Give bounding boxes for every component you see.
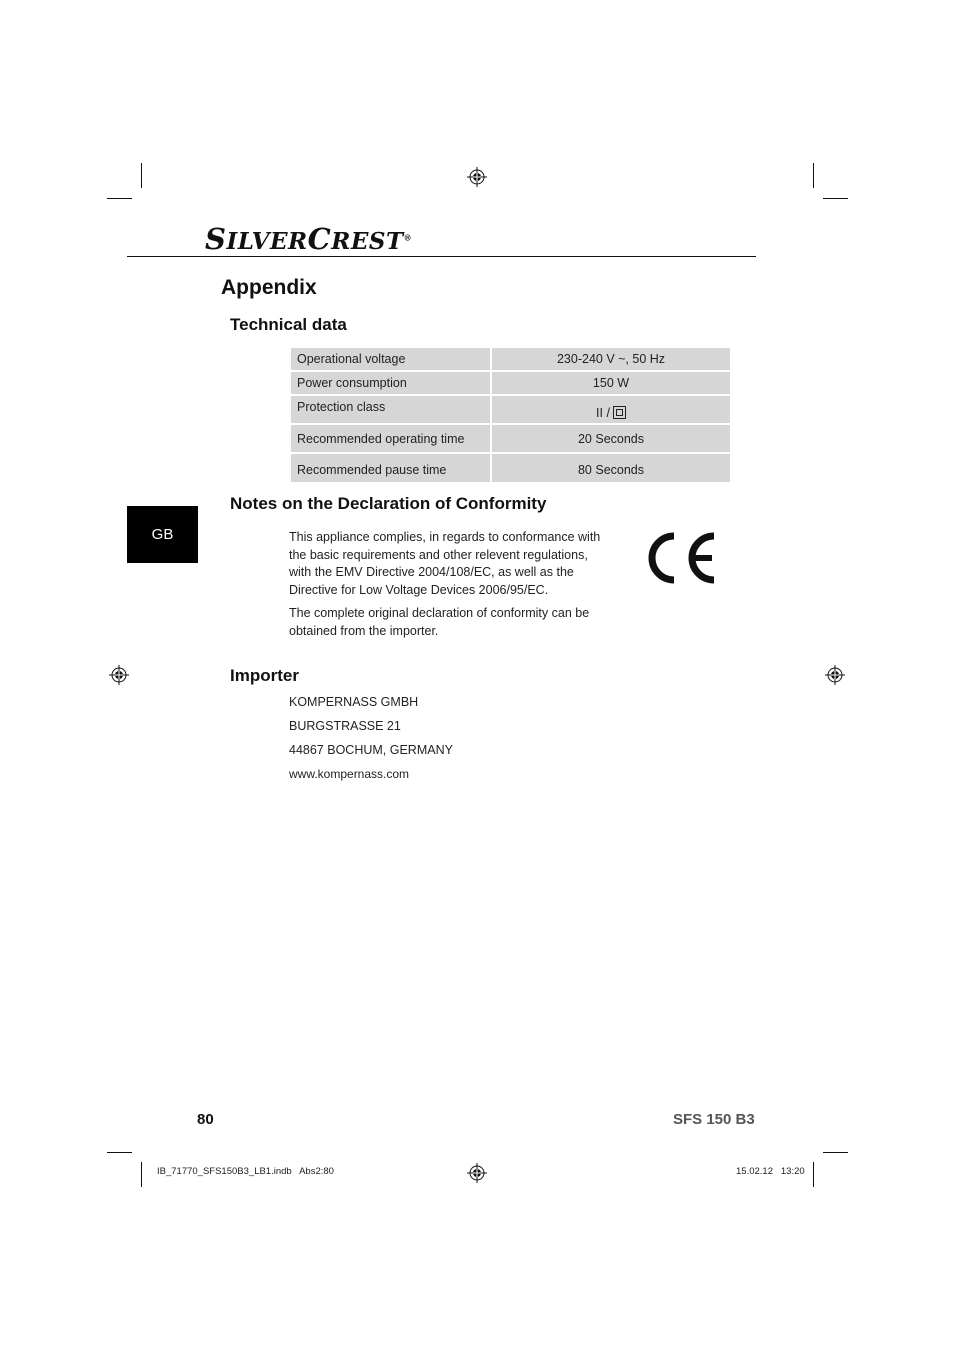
registration-mark-icon — [467, 1163, 487, 1183]
row-label: Recommended pause time — [290, 453, 491, 483]
registration-mark-icon — [467, 167, 487, 187]
row-label: Recommended operating time — [290, 424, 491, 453]
registration-mark-icon — [109, 665, 129, 685]
importer-line: KOMPERNASS GMBH — [289, 695, 419, 709]
row-value: 20 Seconds — [491, 424, 731, 453]
importer-heading: Importer — [230, 666, 299, 685]
row-label: Operational voltage — [290, 347, 491, 371]
page-number: 80 — [197, 1111, 214, 1128]
language-tab: GB — [127, 506, 198, 563]
table-row — [290, 347, 731, 371]
crop-mark — [141, 163, 142, 188]
crop-mark — [823, 198, 848, 199]
table-row — [290, 453, 731, 483]
row-label: Power consumption — [290, 371, 491, 395]
row-value: 230-240 V ~, 50 Hz — [491, 347, 731, 371]
crop-mark — [813, 163, 814, 188]
crop-mark — [107, 198, 132, 199]
model-name: SFS 150 B3 — [673, 1111, 755, 1128]
table-row — [290, 371, 731, 395]
crop-mark — [823, 1152, 848, 1153]
table-row — [290, 424, 731, 453]
technical-data-table — [289, 346, 732, 484]
conformity-heading: Notes on the Declaration of Conformity — [230, 494, 547, 513]
header-rule — [127, 256, 756, 257]
crop-mark — [813, 1162, 814, 1187]
row-value — [491, 395, 731, 424]
ce-mark-icon — [640, 530, 718, 586]
technical-data-heading: Technical data — [230, 315, 347, 334]
print-date-time: 15.02.12 13:20 — [736, 1166, 805, 1177]
importer-line: BURGSTRASSE 21 — [289, 719, 401, 733]
table-row — [290, 395, 731, 424]
conformity-paragraph: This appliance complies, in regards to conformance with the basic requirements and other relevent regulations, with the EMV Directive 2004/108/EC, as well as the Directive for Low Voltage Devices 2006/95/EC. — [289, 530, 601, 597]
importer-website: www.kompernass.com — [289, 767, 410, 781]
page-title: Appendix — [221, 276, 317, 299]
brand-logo: SILVERCREST® — [205, 222, 413, 256]
conformity-note: The complete original declaration of conformity can be obtained from the importer. — [289, 606, 590, 638]
row-value: 80 Seconds — [491, 453, 731, 483]
row-value: 150 W — [491, 371, 731, 395]
crop-mark — [141, 1162, 142, 1187]
row-label: Protection class — [290, 395, 491, 424]
file-slug: IB_71770_SFS150B3_LB1.indb Abs2:80 — [157, 1166, 334, 1177]
protection-class-text: II / — [596, 405, 610, 420]
crop-mark — [107, 1152, 132, 1153]
double-square-icon — [613, 406, 626, 419]
importer-line: 44867 BOCHUM, GERMANY — [289, 743, 453, 757]
registration-mark-icon — [825, 665, 845, 685]
